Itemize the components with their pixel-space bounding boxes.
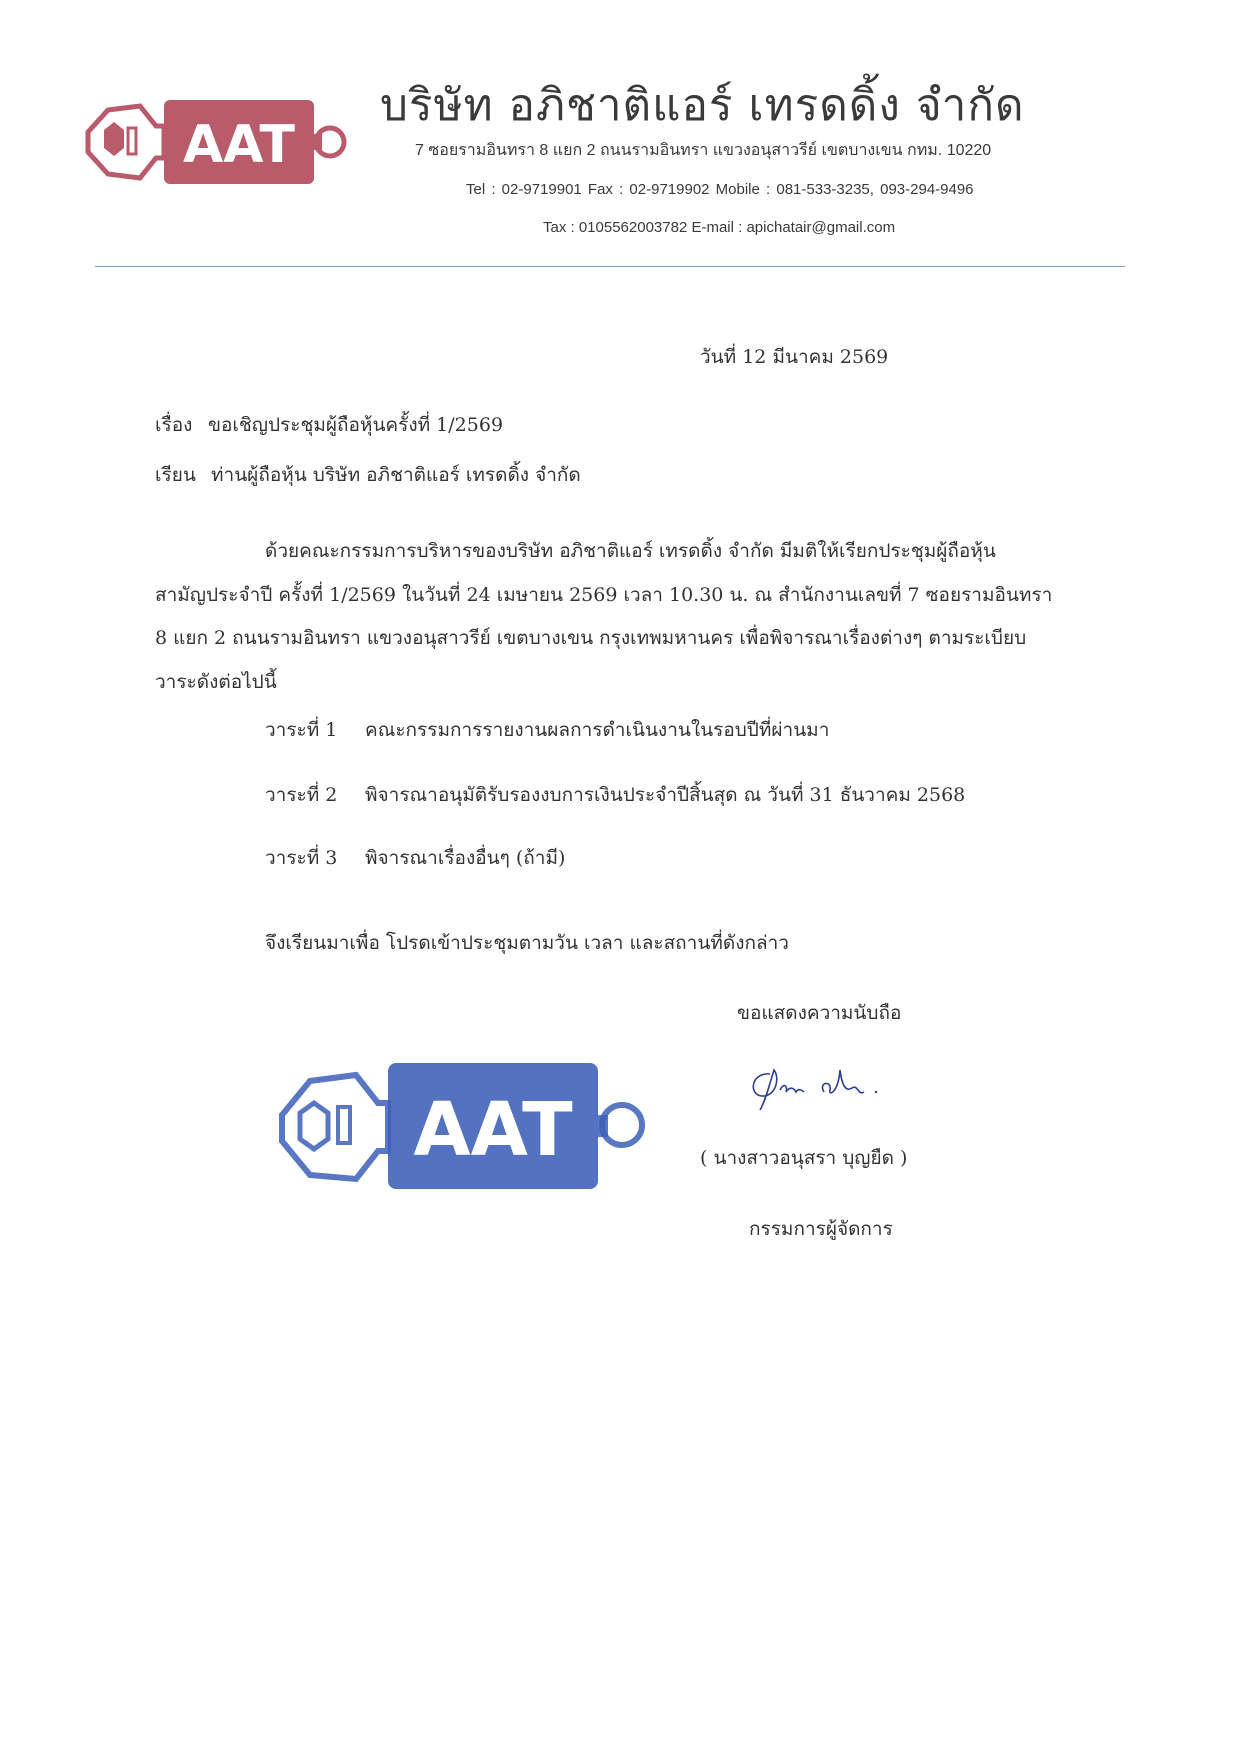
signer-name: ( นางสาวอนุสรา บุญยืด ): [700, 1147, 908, 1169]
closing-sentence: จึงเรียนมาเพื่อ โปรดเข้าประชุมตามวัน เวลา และสถานที่ดังกล่าว: [265, 932, 789, 954]
body-paragraph: [155, 530, 1067, 704]
recipient-text: ท่านผู้ถือหุ้น บริษัท อภิชาติแอร์ เทรดดิ้ง จำกัด: [211, 464, 581, 486]
agenda-text: คณะกรรมการรายงานผลการดำเนินงานในรอบปีที่ผ่านมา: [365, 719, 830, 741]
agenda-label: วาระที่ 1: [265, 719, 338, 741]
signer-position: กรรมการผู้จัดการ: [749, 1218, 893, 1240]
company-name: บริษัท อภิชาติแอร์ เทรดดิ้ง จำกัด: [380, 80, 1025, 131]
letter-date: วันที่ 12 มีนาคม 2569: [700, 346, 889, 368]
company-tax-email: Tax : 0105562003782 E-mail : apichatair@gmail.com: [543, 219, 896, 236]
subject-label: เรื่อง: [155, 414, 193, 436]
body-line: วาระดังต่อไปนี้: [155, 670, 277, 693]
company-contact: Tel : 02-9719901 Fax : 02-9719902 Mobile : 081-533-3235, 093-294-9496: [466, 181, 974, 198]
agenda-text: พิจารณาเรื่องอื่นๆ (ถ้ามี): [365, 847, 566, 869]
company-stamp: [270, 1055, 650, 1200]
stamp-text: AAT: [413, 1087, 573, 1173]
body-line: สามัญประจำปี ครั้งที่ 1/2569 ในวันที่ 24 เมษายน 2569 เวลา 10.30 น. ณ สำนักงานเลขที่ 7 ซอยรามอินทรา: [155, 583, 1053, 606]
regards: ขอแสดงความนับถือ: [737, 1002, 902, 1024]
agenda-label: วาระที่ 2: [265, 784, 338, 806]
body-line: 8 แยก 2 ถนนรามอินทรา แขวงอนุสาวรีย์ เขตบางเขน กรุงเทพมหานคร เพื่อพิจารณาเรื่องต่างๆ ตามระเบียบ: [155, 627, 1027, 649]
agenda-text: พิจารณาอนุมัติรับรองงบการเงินประจำปีสิ้นสุด ณ วันที่ 31 ธันวาคม 2568: [365, 784, 966, 806]
recipient-label: เรียน: [155, 464, 196, 486]
company-address: 7 ซอยรามอินทรา 8 แยก 2 ถนนรามอินทรา แขวงอนุสาวรีย์ เขตบางเขน กทม. 10220: [415, 142, 992, 159]
handwritten-signature: [740, 1052, 910, 1112]
subject-text: ขอเชิญประชุมผู้ถือหุ้นครั้งที่ 1/2569: [208, 414, 504, 436]
body-line: ด้วยคณะกรรมการบริหารของบริษัท อภิชาติแอร์ เทรดดิ้ง จำกัด มีมติให้เรียกประชุมผู้ถือหุ้น: [265, 540, 996, 562]
logo-text: AAT: [183, 115, 295, 175]
header-divider: [95, 266, 1125, 267]
agenda-label: วาระที่ 3: [265, 847, 338, 869]
company-logo: [78, 92, 350, 192]
